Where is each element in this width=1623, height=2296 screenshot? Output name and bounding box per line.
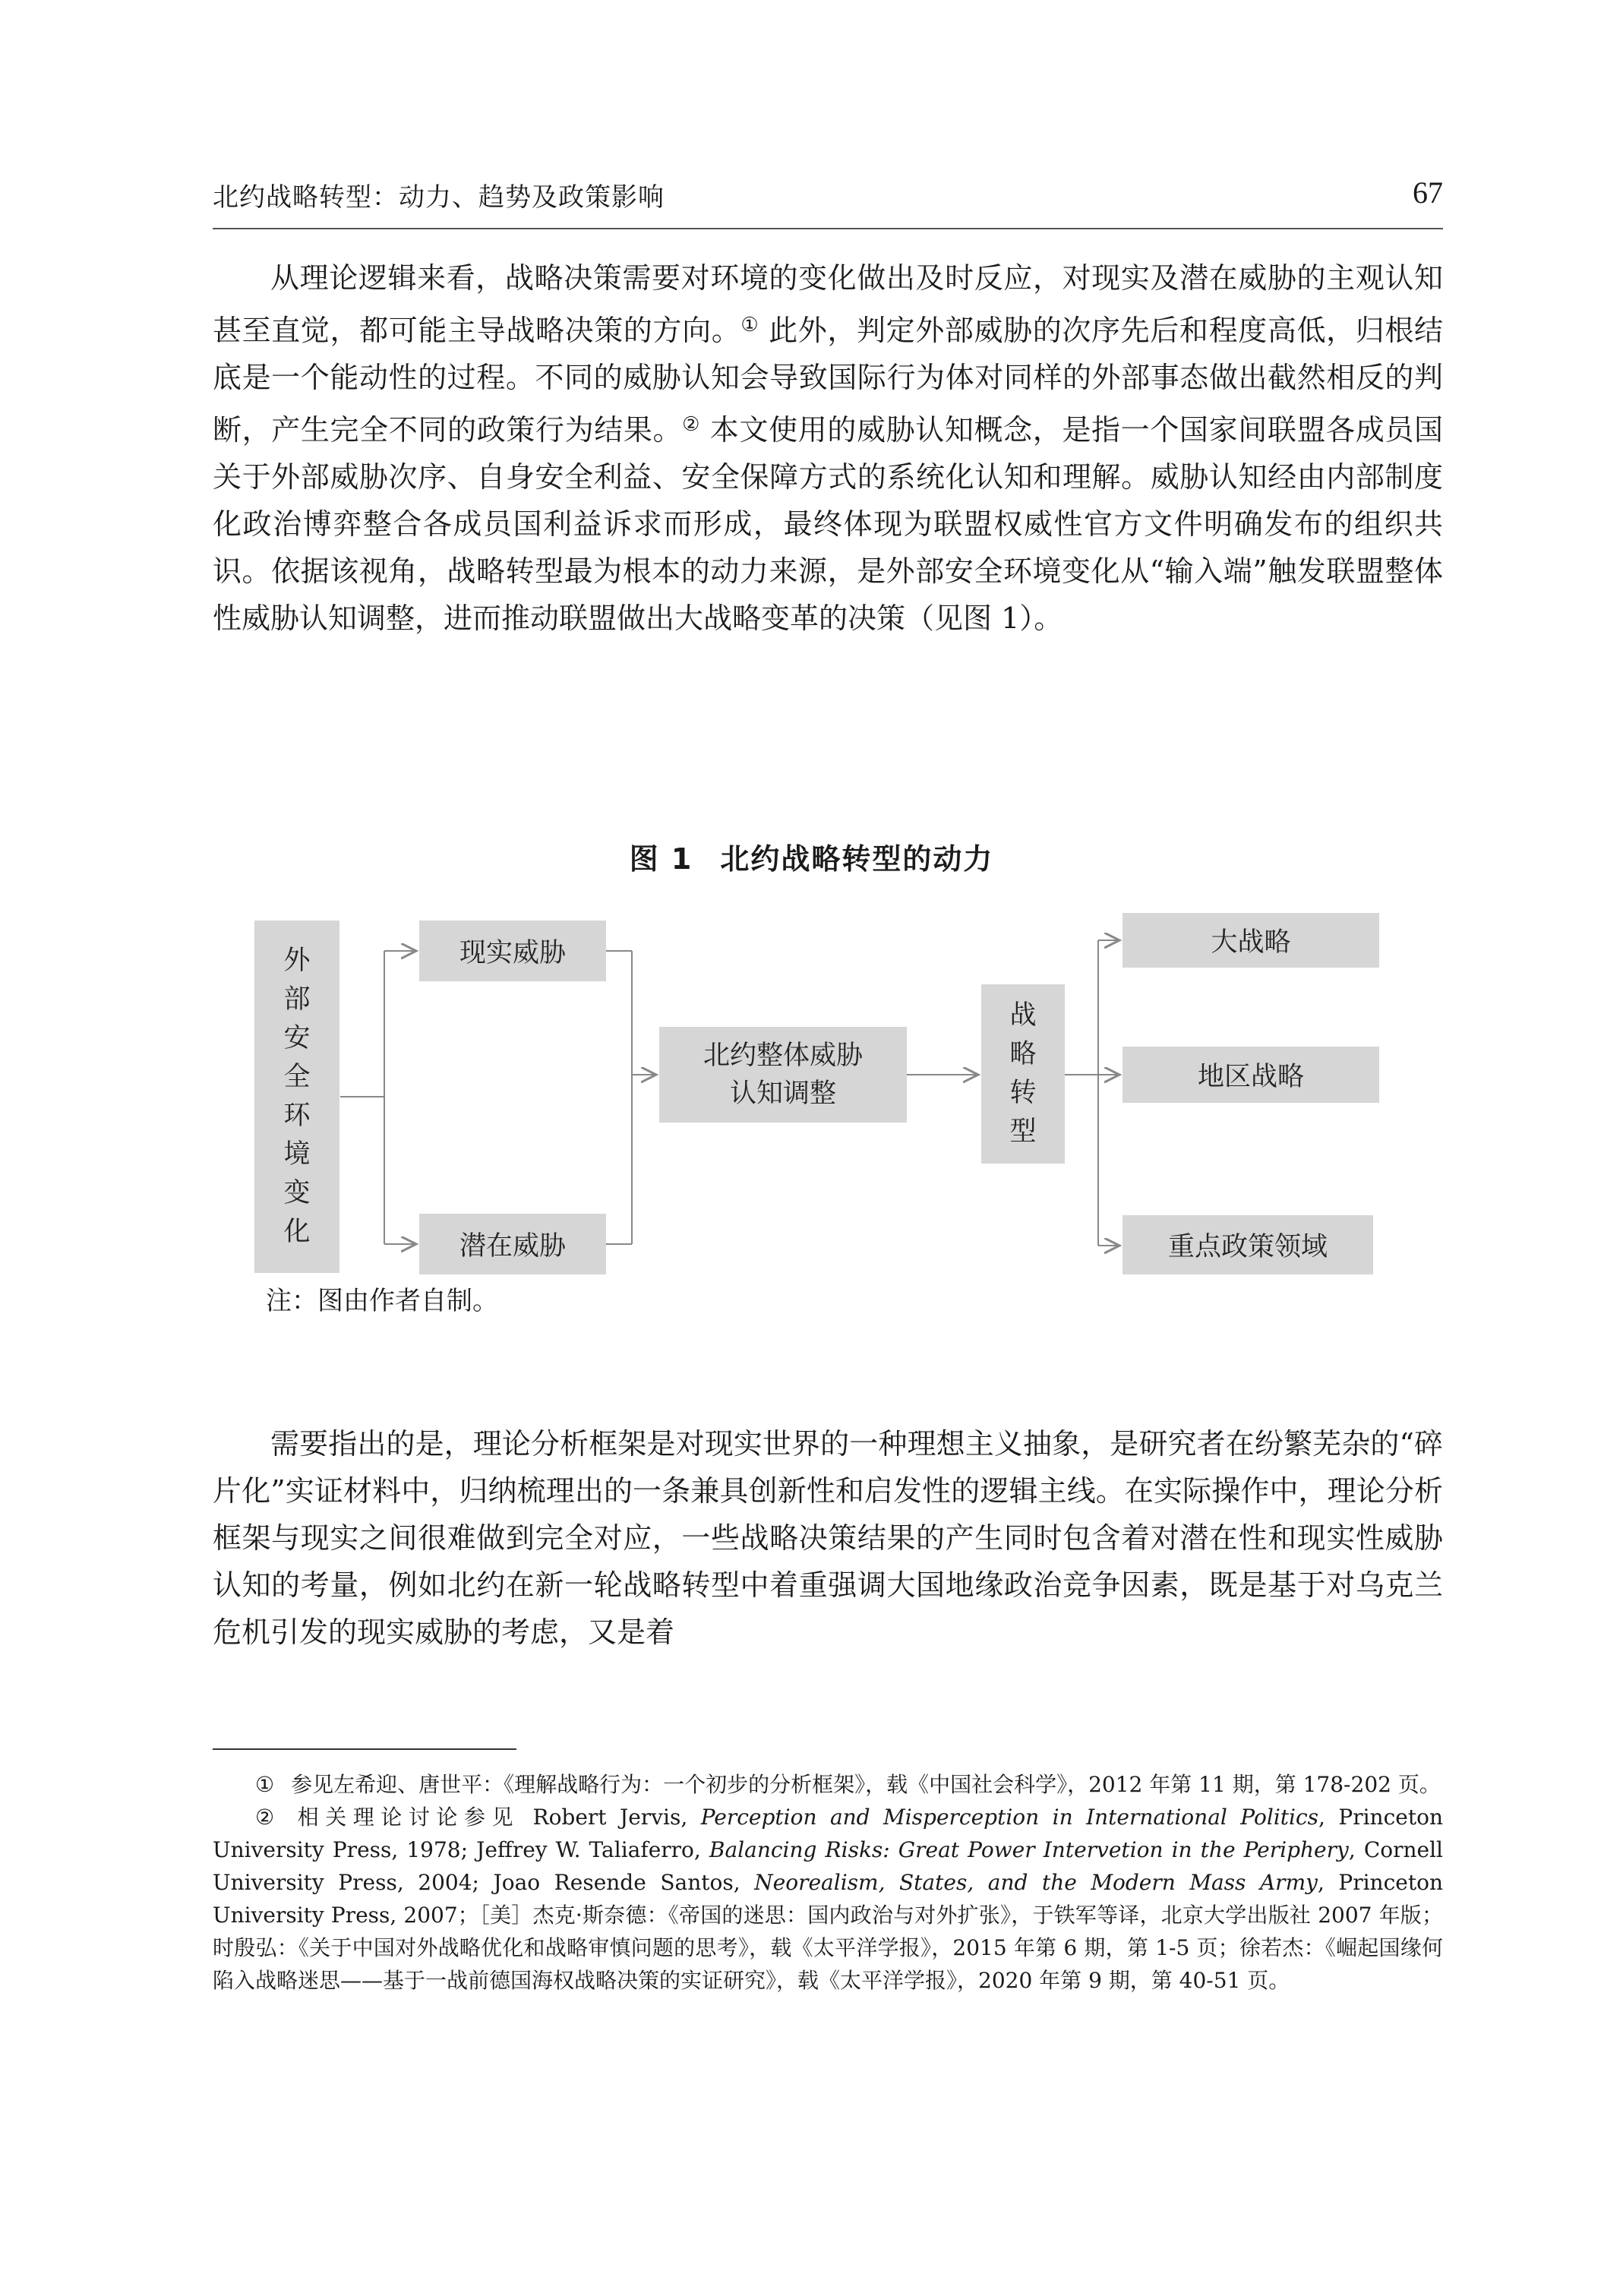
footnote-mark-1: ① (255, 1772, 275, 1797)
node-char: 型 (1009, 1116, 1037, 1147)
footnote-text: , Cornell University Press, 2004; Joao Resende Santos, (213, 1837, 1443, 1895)
footnote-1 (213, 1768, 1443, 1801)
node-strategic-transformation (981, 984, 1065, 1164)
paragraph-text: 本文使用的威胁认知概念，是指一个国家间联盟各成员国关于外部威胁次序、自身安全利益、安全保障方式的系统化认知和理解。威胁认知经由内部制度化政治博弈整合各成员国利益诉求而形成，最终体现为联盟权威性官方文件明确发布的组织共识。依据该视角，战略转型最为根本的动力来源，是外部安全环境变化从“输入端”触发联盟整体性威胁认知调整，进而推动联盟做出大战略变革的决策（见图 1）。 (213, 413, 1443, 635)
node-char: 略 (1009, 1039, 1037, 1069)
footnote-text: , Princeton University Press, 2007；［美］杰克·斯奈德：《帝国的迷思：国内政治与对外扩张》，于铁军等译，北京大学出版社 2007 年版；时殷弘：《关于中国对外战略优化和战略审慎问题的思考》，载《太平洋学报》，2015 年第 6 期，第 1-5 页；徐若杰：《崛起国缘何陷入战略迷思——基于一战前德国海权战略决策的实证研究》，载《太平洋学报》，2020 年第 9 期，第 40-51 页。 (213, 1870, 1443, 1993)
node-char: 外 (283, 946, 311, 976)
footnote-ref-2[interactable]: ② (682, 413, 701, 436)
footnote-text: 相关理论讨论参见 Robert Jervis, (297, 1805, 701, 1830)
node-char: 环 (283, 1101, 311, 1131)
node-line: 认知调整 (729, 1079, 836, 1109)
node-real-threat: 现实威胁 (419, 921, 606, 981)
figure-note: 注：图由作者自制。 (266, 1286, 498, 1316)
figure-title: 北约战略转型的动力 (720, 842, 994, 876)
node-potential-threat: 潜在威胁 (419, 1214, 606, 1274)
figure-label: 图 1 (629, 842, 693, 876)
node-char: 转 (1009, 1078, 1037, 1108)
footnote-text: 参见左希迎、唐世平：《理解战略行为：一个初步的分析框架》，载《中国社会科学》，2012 年第 11 期，第 178-202 页。 (291, 1772, 1441, 1797)
node-key-policy-areas: 重点政策领域 (1123, 1215, 1373, 1274)
footnote-rule (213, 1748, 516, 1750)
node-char: 部 (283, 984, 311, 1015)
book-title: Perception and Misperception in International Politics (700, 1805, 1319, 1830)
node-regional-strategy: 地区战略 (1123, 1047, 1379, 1103)
node-char: 化 (283, 1217, 311, 1247)
node-line: 北约整体威胁 (703, 1041, 863, 1071)
paragraph-text: 从理论逻辑来看，战略决策需要对环境的变化做出及时反应，对现实及潜在威胁的主观认知甚至直觉，都可能主导战略决策的方向。 (213, 261, 1443, 347)
node-grand-strategy: 大战略 (1123, 913, 1379, 968)
node-char: 境 (283, 1139, 311, 1170)
node-external-environment-change (254, 921, 339, 1273)
book-title: Balancing Risks: Great Power Intervetion in the Periphery (709, 1837, 1349, 1862)
body-paragraph-2 (213, 1420, 1443, 1656)
footnotes (213, 1768, 1443, 1997)
footnote-mark-2: ② (255, 1805, 281, 1830)
footnote-ref-1[interactable]: ① (740, 314, 759, 336)
node-threat-perception-adjustment (659, 1027, 907, 1123)
paragraph-text: 此外，判定外部威胁的次序先后和程度高低，归根结底是一个能动性的过程。不同的威胁认知会导致国际行为体对同样的外部事态做出截然相反的判断，产生完全不同的政策行为结果。 (213, 314, 1443, 447)
footnote-2 (213, 1801, 1443, 1997)
paragraph-text: 需要指出的是，理论分析框架是对现实世界的一种理想主义抽象，是研究者在纷繁芜杂的“碎片化”实证材料中，归纳梳理出的一条兼具创新性和启发性的逻辑主线。在实际操作中，理论分析框架与现实之间很难做到完全对应，一些战略决策结果的产生同时包含着对潜在性和现实性威胁认知的考量，例如北约在新一轮战略转型中着重强调大国地缘政治竞争因素，既是基于对乌克兰危机引发的现实威胁的考虑，又是着 (213, 1427, 1443, 1649)
page-number: 67 (1413, 175, 1443, 210)
footnote-text: , Princeton University Press, 1978; Jeffrey W. Taliaferro, (213, 1805, 1443, 1862)
node-char: 安 (283, 1023, 311, 1053)
book-title: Neorealism, States, and the Modern Mass Army (754, 1870, 1318, 1895)
node-char: 全 (283, 1062, 311, 1092)
node-char: 战 (1009, 1000, 1037, 1031)
running-title: 北约战略转型：动力、趋势及政策影响 (213, 182, 665, 213)
node-char: 变 (283, 1178, 311, 1208)
